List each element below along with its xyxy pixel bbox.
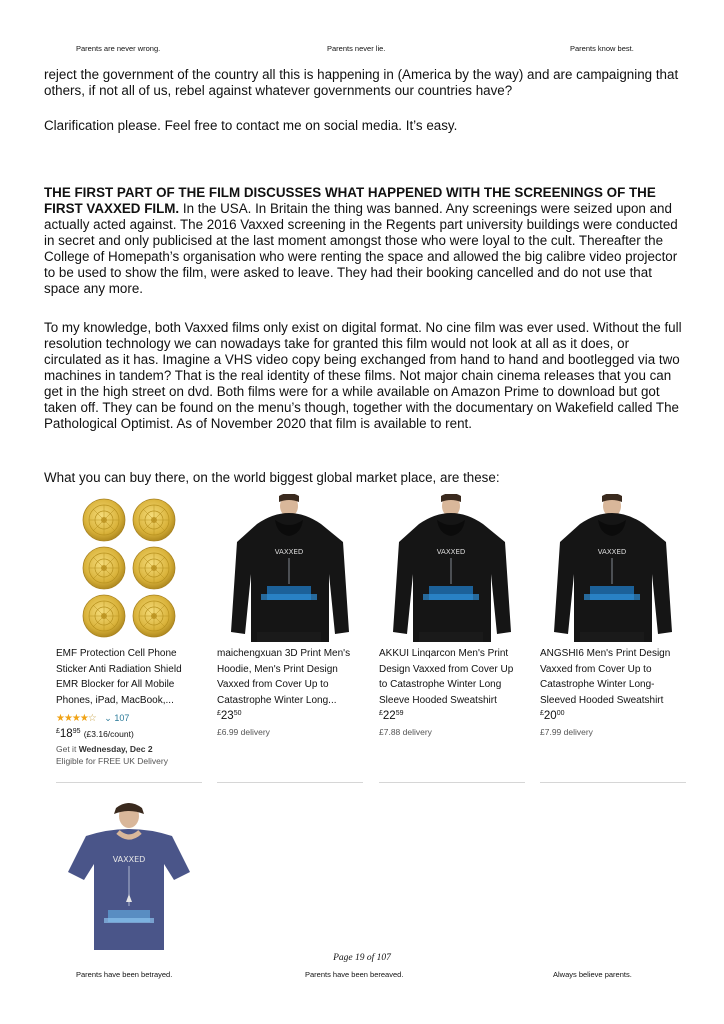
page-number: Page 19 of 107 <box>333 953 391 963</box>
paragraph-5-text: What you can buy there, on the world biggest global market place, are these: <box>44 470 500 485</box>
paragraph-3 <box>44 185 684 297</box>
product-card-emf-stickers[interactable] <box>56 494 202 766</box>
section-heading: THE FIRST PART OF THE FILM DISCUSSES WHAT HAPPENED WITH THE SCREENINGS OF THE FIRST VAXXED FILM. <box>44 185 656 216</box>
paragraph-3-text: In the USA. In Britain the thing was banned. Any screenings were seized upon and actually acted against. The 2016 Vaxxed screening in the Regents part university buildings were conducted in secret and only publicised at the last moment amongst those who were loyal to the cult. Thereafter the College of Homepath’s organisation who were renting the space and allowed the big calibre video projector to be used to show the film, were asked to leave. They had their booking cancelled and do not use that space any more. <box>44 201 678 296</box>
divider <box>217 782 363 783</box>
review-count[interactable]: ⌄ 107 <box>104 713 130 723</box>
product-title[interactable]: ANGSHI6 Men's Print Design Vaxxed from Cover Up to Catastrophe Winter Long- Sleeved Hooded Sweatshirt <box>540 648 671 706</box>
header-left: Parents are never wrong. <box>76 44 161 53</box>
free-delivery-note: Eligible for FREE UK Delivery <box>56 756 168 766</box>
product-card-hoodie-akkui[interactable] <box>379 494 525 737</box>
product-price: $^£22^{59}$ <box>379 710 404 722</box>
delivery-date: Get it Wednesday, Dec 2 <box>56 744 153 754</box>
delivery-cost: £7.88 delivery <box>379 727 432 737</box>
black-vaxxed-hoodie-image[interactable] <box>379 494 525 642</box>
product-card-hoodie-angshi6[interactable] <box>540 494 686 737</box>
svg-text:VAXXED: VAXXED <box>597 548 627 556</box>
paragraph-1-text: reject the government of the country all this is happening in (America by the way) and are campaigning that others, if not all of us, rebel against whatever governments our countries have? <box>44 67 679 98</box>
black-vaxxed-hoodie-image[interactable] <box>217 494 363 642</box>
footer-left: Parents have been betrayed. <box>76 970 173 979</box>
header-right: Parents know best. <box>570 44 634 53</box>
paragraph-4 <box>44 320 684 432</box>
product-title[interactable]: maichengxuan 3D Print Men's Hoodie, Men's Print Design Vaxxed from Cover Up to Catastrophe Winter Long... <box>217 648 351 706</box>
divider <box>56 782 202 783</box>
delivery-cost: £7.99 delivery <box>540 727 593 737</box>
star-rating-icon: ★★★★☆ <box>56 713 96 724</box>
product-title[interactable]: EMF Protection Cell Phone Sticker Anti Radiation Shield EMR Blocker for All Mobile Phones, iPad, MacBook,... <box>56 648 182 706</box>
product-price: $^£20^{00}$ <box>540 710 565 722</box>
black-vaxxed-hoodie-image[interactable] <box>540 494 686 642</box>
tshirt-print-text: VAXXED <box>112 855 146 864</box>
paragraph-4-text: To my knowledge, both Vaxxed films only exist on digital format. No cine film was ever used. Without the full resolution technology we can nowadays take for granted this film would not look at all as it does, or circulated as it has. Imagine a VHS video copy being exchanged from hand to hand and bootlegged via two machines in tandem? That is the real identity of these films. Not major chain cinema releases that you can get in the high street on dvd. Both films were for a while available on Amazon Prime to download but got taken off. They can be found on the menu’s though, together with the documentary on Wakefield called The Pathological Optimist. As of November 2020 that film is available to rent. <box>44 320 682 431</box>
divider <box>540 782 686 783</box>
blue-vaxxed-tshirt-image[interactable] <box>56 802 202 950</box>
paragraph-2-text: Clarification please. Feel free to contact me on social media. It’s easy. <box>44 118 458 133</box>
footer-right: Always believe parents. <box>553 970 632 979</box>
paragraph-2 <box>44 118 684 134</box>
product-price: $^£23^{50}$ <box>217 710 242 722</box>
rating-row[interactable] <box>56 708 202 726</box>
product-title[interactable]: AKKUI Linqarcon Men's Print Design Vaxxed from Cover Up to Catastrophe Winter Long Sleeve Hooded Sweatshirt <box>379 648 514 706</box>
svg-text:VAXXED: VAXXED <box>274 548 304 556</box>
divider <box>379 782 525 783</box>
paragraph-5 <box>44 470 684 486</box>
delivery-cost: £6.99 delivery <box>217 727 270 737</box>
paragraph-1 <box>44 67 684 99</box>
header-center: Parents never lie. <box>327 44 386 53</box>
product-price: $^£18^{95}$ (£3.16/count) <box>56 728 134 740</box>
unit-price: (£3.16/count) <box>83 729 134 739</box>
footer-center: Parents have been bereaved. <box>305 970 404 979</box>
product-card-hoodie-maichengxuan[interactable] <box>217 494 363 737</box>
gold-emf-stickers-image[interactable] <box>56 494 202 642</box>
hoodie-graphic <box>231 494 349 642</box>
svg-text:VAXXED: VAXXED <box>436 548 466 556</box>
